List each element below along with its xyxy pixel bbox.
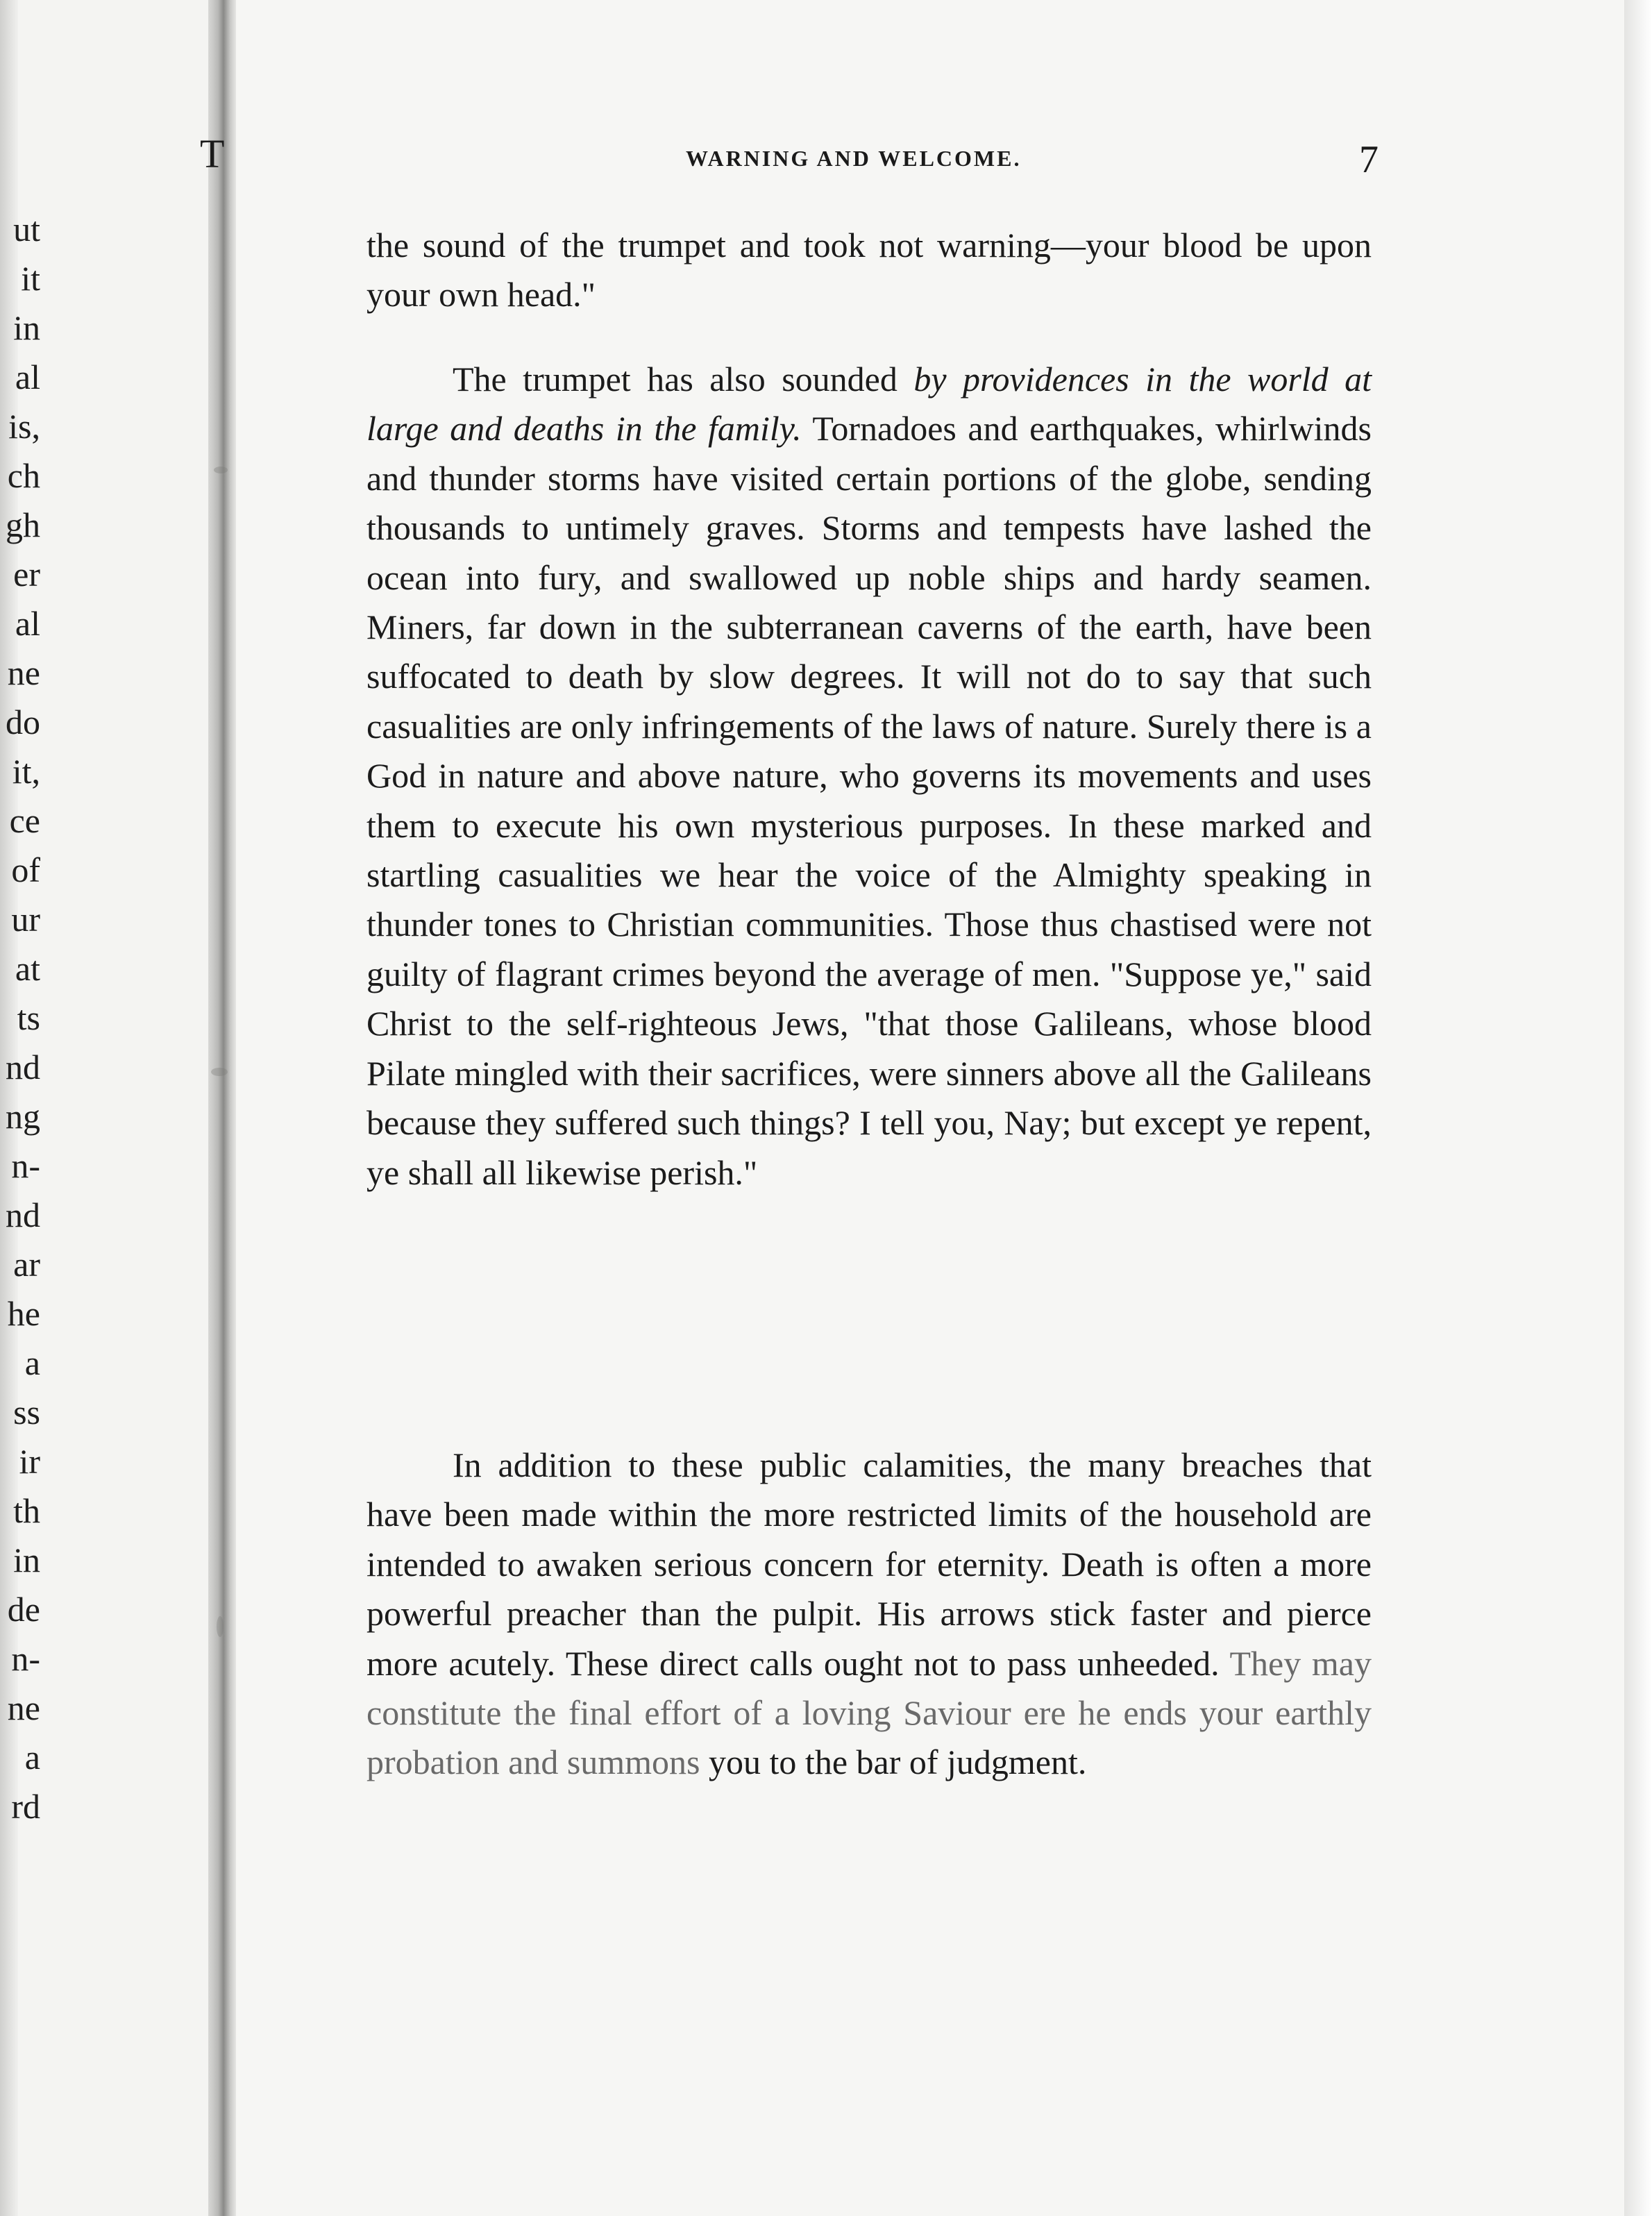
line-ending-fragment: ce [9, 801, 40, 840]
line-ending-fragment: er [13, 555, 40, 594]
book-gutter [208, 0, 236, 2216]
line-ending-fragment: th [13, 1491, 40, 1530]
running-head: WARNING AND WELCOME. [686, 146, 1022, 171]
paragraph-text [366, 355, 1372, 1198]
line-ending-fragment: n- [11, 1146, 40, 1185]
line-ending-fragment: ir [19, 1442, 40, 1481]
corner-mark: T [200, 131, 225, 176]
paragraph-text [366, 1441, 1372, 1788]
page-number: 7 [1359, 138, 1379, 181]
previous-page-line-endings [6, 205, 40, 1831]
paragraph-body-text: In addition to these public calamities, the many breaches that have been made within the more restricted limits of the household are intended to awaken serious concern for eternity. Death is often a more powerful preacher than the pulpit. His arrows stick faster and pierce more acutely. These direct calls ought not to pass unheeded. [366, 1445, 1372, 1683]
line-ending-fragment: do [6, 703, 40, 741]
line-ending-fragment: ne [7, 653, 40, 692]
previous-page-strip [0, 0, 208, 2216]
line-ending-fragment: ut [13, 210, 40, 249]
paragraph-text: the sound of the trumpet and took not warning—your blood be upon your own head." [366, 226, 1372, 314]
line-ending-fragment: rd [11, 1787, 40, 1826]
line-ending-fragment: it [21, 259, 40, 298]
line-ending-fragment: he [7, 1294, 40, 1333]
gutter-speck [211, 1068, 228, 1076]
line-ending-fragment: it, [12, 752, 40, 791]
paragraph-lead-text: The trumpet has also sounded [453, 360, 914, 398]
line-ending-fragment: ne [7, 1688, 40, 1727]
line-ending-fragment: ss [13, 1393, 40, 1432]
faded-text: They may constitute the final effort of a loving Saviour ere he ends your earthly probation and summons [366, 1643, 1372, 1782]
line-ending-fragment: at [15, 949, 40, 988]
line-ending-fragment: a [24, 1738, 40, 1777]
line-ending-fragment: n- [11, 1639, 40, 1678]
line-ending-fragment: a [24, 1343, 40, 1382]
gutter-speck [217, 1616, 224, 1637]
paragraph-continuation [366, 221, 1372, 320]
line-ending-fragment: in [13, 1541, 40, 1579]
line-ending-fragment: ur [11, 900, 40, 939]
line-ending-fragment: al [15, 358, 40, 396]
right-page-edge [1624, 0, 1652, 2216]
line-ending-fragment: ts [17, 998, 40, 1037]
line-ending-fragment: de [7, 1590, 40, 1629]
paragraph-closing-text: you to the bar of judgment. [700, 1743, 1087, 1782]
line-ending-fragment: ar [13, 1245, 40, 1284]
paragraph-body-text: Tornadoes and earthquakes, whirlwinds and thunder storms have visited certain portions of the globe, sending thousands to untimely graves. Storms and tempests have lashed the ocean into fury, and swallowed up noble ships and hardy seamen. Miners, far down in the subterranean caverns of the earth, have been suffocated to death by slow degrees. It will not do to say that such casualities are only infringements of the laws of nature. Surely there is a God in nature and above nature, who governs its movements and uses them to execute his own mysterious purposes. In these marked and startling casualities we hear the voice of the Almighty speaking in thunder tones to Christian communities. Those thus chastised were not guilty of flagrant crimes beyond the average of men. "Suppose ye," said Christ to the self-righteous Jews, "that those Galileans, whose blood Pilate mingled with their sacrifices, were sinners above all the Galileans because they suffered such things? I tell you, Nay; but except ye repent, ye shall all likewise perish." [366, 409, 1372, 1192]
gutter-speck [214, 467, 228, 473]
line-ending-fragment: in [13, 308, 40, 347]
line-ending-fragment: nd [6, 1048, 40, 1086]
line-ending-fragment: ch [7, 456, 40, 495]
paragraph-public-calamities [366, 1441, 1372, 1788]
paragraph-trumpet-providences [366, 355, 1372, 1198]
line-ending-fragment: nd [6, 1195, 40, 1234]
line-ending-fragment: is, [8, 407, 40, 446]
line-ending-fragment: al [15, 604, 40, 643]
line-ending-fragment: gh [6, 505, 40, 544]
line-ending-fragment: of [11, 850, 40, 889]
italic-phrase: by providences in the world at large and deaths in the family. [366, 360, 1372, 448]
line-ending-fragment: ng [6, 1097, 40, 1136]
